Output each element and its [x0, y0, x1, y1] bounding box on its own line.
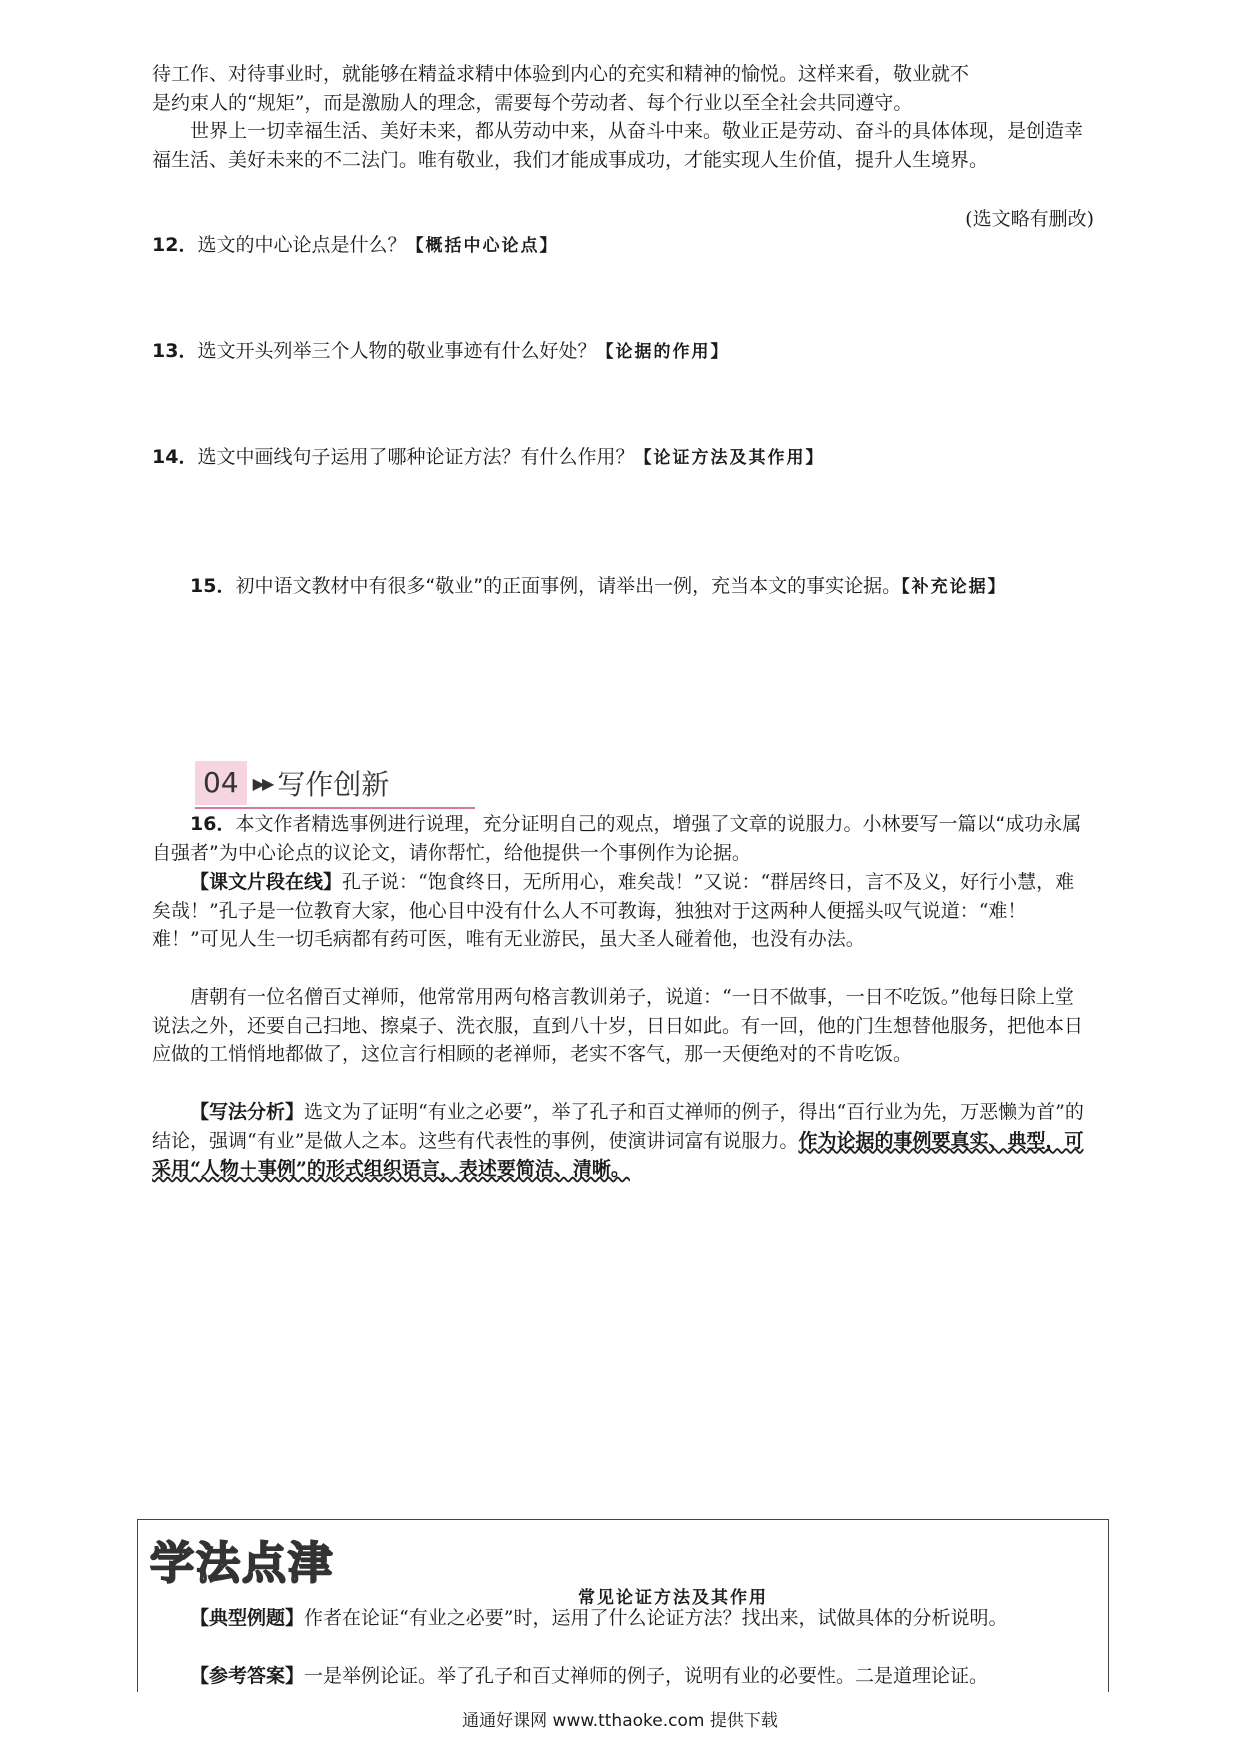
tips-example	[152, 1604, 1087, 1633]
passage-line: 待工作、对待事业时，就能够在精益求精中体验到内心的充实和精神的愉悦。这样来看，敬业就不	[152, 63, 970, 85]
question-14	[152, 442, 1092, 473]
source-note: (选文略有删改)	[965, 208, 1094, 230]
question-tag: 【论证方法及其作用】	[634, 448, 825, 468]
tips-title: 常见论证方法及其作用	[578, 1588, 768, 1608]
analysis-label: 【写法分析】	[190, 1101, 305, 1123]
answer-label: 【参考答案】	[190, 1665, 305, 1687]
question-number: 14．	[152, 446, 198, 468]
question-text: 初中语文教材中有很多“敬业”的正面事例，请举出一例，充当本文的事实论据。	[235, 575, 902, 597]
excerpt-paragraph-1	[152, 868, 1092, 954]
analysis-text: 选文为了证明“有业之必要”，举了孔子和百丈禅师的例子，得出“百行业为先，万恶懒为首”的结论，强调“有业”是做人之本。这些有代表性的事例，使演讲词富有说服力。	[152, 1101, 1084, 1152]
excerpt-paragraph-2: 唐朝有一位名僧百丈禅师，他常常用两句格言教训弟子，说道：“一日不做事，一日不吃饭。”他每日除上堂说法之外，还要自己扫地、擦桌子、洗衣服，直到八十岁，日日如此。有一回，他的门生想替他服务，把他本日应做的工悄悄地都做了，这位言行相顾的老禅师，老实不客气，那一天便绝对的不肯吃饭。	[152, 986, 1084, 1065]
question-number: 15．	[190, 575, 236, 597]
analysis-paragraph	[152, 1098, 1092, 1184]
section-underline	[195, 807, 475, 809]
example-label: 【典型例题】	[190, 1607, 305, 1629]
question-tag: 【论据的作用】	[596, 342, 730, 362]
tips-logo: 学法点津	[150, 1538, 334, 1589]
question-16	[152, 810, 1092, 867]
page-footer: 通通好课网 www.tthaoke.com 提供下载	[462, 1711, 778, 1731]
question-text: 选文中画线句子运用了哪种论证方法？有什么作用？	[197, 446, 635, 468]
question-tag: 【补充论据】	[901, 577, 1007, 597]
answer-text: 一是举例论证。举了孔子和百丈禅师的例子，说明有业的必要性。二是道理论证。	[304, 1665, 989, 1687]
question-text: 选文的中心论点是什么？	[197, 234, 407, 256]
passage-line: 是约束人的“规矩”，而是激励人的理念，需要每个劳动者、每个行业以至全社会共同遵守。	[152, 91, 913, 114]
section-number: 04	[195, 761, 247, 805]
question-text: 本文作者精选事例进行说理，充分证明自己的观点，增强了文章的说服力。小林要写一篇以“成功永属自强者”为中心论点的议论文，请你帮忙，给他提供一个事例作为论据。	[152, 813, 1082, 864]
example-text: 作者在论证“有业之必要”时，运用了什么论证方法？找出来，试做具体的分析说明。	[304, 1607, 1008, 1629]
question-tag: 【概括中心论点】	[406, 236, 559, 256]
question-text: 选文开头列举三个人物的敬业事迹有什么好处？	[197, 340, 597, 362]
passage-paragraph-2: 世界上一切幸福生活、美好未来，都从劳动中来，从奋斗中来。敬业正是劳动、奋斗的具体体现，是创造幸福生活、美好未来的不二法门。唯有敬业，我们才能成事成功，才能实现人生价值，提升人生境界。	[152, 120, 1084, 171]
section-title: 写作创新	[277, 768, 390, 801]
question-12	[152, 230, 1092, 261]
question-15	[152, 571, 1092, 602]
excerpt-text: 孔子说：“饱食终日，无所用心，难矣哉！”又说：“群居终日，言不及义，好行小慧，难矣哉！”孔子是一位教育大家，他心目中没有什么人不可教诲，独独对于这两种人便摇头叹气说道：“难！难！”可见人生一切毛病都有药可医，唯有无业游民，虽大圣人碰着他，也没有办法。	[152, 871, 1075, 950]
question-number: 12．	[152, 234, 198, 256]
question-13	[152, 336, 1092, 367]
section-heading	[195, 760, 389, 806]
passage-paragraph-1	[152, 60, 1092, 117]
excerpt-label: 【课文片段在线】	[190, 871, 343, 893]
analysis-highlight: 作为论据的事例要真实、典型，可采用“人物＋事例”的形式组织语言，表述要简洁、清晰。	[152, 1129, 1084, 1180]
question-number: 13．	[152, 340, 198, 362]
double-arrow-icon: ▶▶	[252, 773, 272, 793]
tips-answer	[152, 1662, 1087, 1691]
question-number: 16．	[190, 813, 236, 835]
